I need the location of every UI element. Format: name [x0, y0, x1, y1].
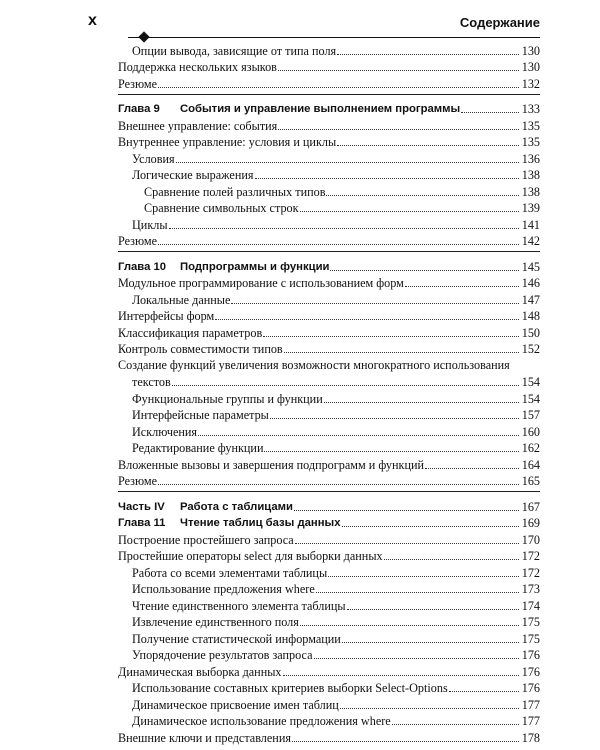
- entry-text: Резюме: [118, 76, 158, 91]
- section-divider: [118, 491, 540, 498]
- toc-entry[interactable]: [118, 647, 540, 664]
- entry-text: Интерфейсы форм: [118, 309, 215, 323]
- dot-leader: [326, 195, 519, 196]
- toc-entry[interactable]: [118, 216, 540, 233]
- toc-entry[interactable]: [118, 597, 540, 614]
- toc-entry[interactable]: [118, 183, 540, 200]
- toc-entry[interactable]: [118, 390, 540, 407]
- dot-leader: [215, 319, 519, 320]
- page-number: 170: [521, 532, 540, 547]
- entry-text: Контроль совместимости типов: [118, 342, 283, 356]
- entry-text: Циклы: [132, 217, 168, 232]
- toc-entry[interactable]: [118, 134, 540, 151]
- page-number: 157: [521, 408, 540, 422]
- toc-entry-continuation[interactable]: [118, 374, 540, 391]
- entry-text: Использование предложения where: [132, 582, 315, 596]
- toc-entry[interactable]: [118, 75, 540, 92]
- toc-entry[interactable]: [118, 150, 540, 167]
- chapter-heading[interactable]: [118, 258, 540, 275]
- toc-entry[interactable]: [118, 407, 540, 424]
- dot-leader: [172, 385, 519, 386]
- toc-entry[interactable]: [118, 42, 540, 59]
- page-number: 165: [521, 474, 540, 488]
- entry-text: Резюме: [118, 474, 158, 488]
- dot-leader: [264, 451, 519, 452]
- toc-entry[interactable]: [118, 581, 540, 598]
- chapter-title: [118, 515, 341, 531]
- dot-leader: [449, 691, 519, 692]
- dot-leader: [231, 303, 519, 304]
- page-number: 138: [521, 184, 540, 199]
- toc-entry[interactable]: [118, 59, 540, 76]
- dot-leader: [337, 145, 519, 146]
- page-number: 167: [521, 499, 540, 514]
- entry-text: Исключения: [132, 424, 198, 439]
- page-number: 148: [521, 309, 540, 323]
- header-page-number: x: [88, 12, 97, 29]
- toc-entry[interactable]: [118, 341, 540, 358]
- chapter-name: События и управление выполнением программы: [180, 103, 461, 115]
- chapter-label: Глава 10: [118, 260, 167, 273]
- entry-text: Логические выражения: [132, 168, 254, 182]
- section-divider: [118, 251, 540, 258]
- dot-leader: [255, 178, 520, 179]
- dot-leader: [278, 70, 519, 71]
- entry-text: Внутреннее управление: условия и циклы: [118, 135, 337, 149]
- entry-text: Динамическая выборка данных: [118, 664, 282, 679]
- page-number: 176: [521, 681, 540, 695]
- toc-entry[interactable]: [118, 473, 540, 490]
- page-number: 174: [521, 598, 540, 613]
- page-number: 135: [521, 118, 540, 133]
- entry-text: Опции вывода, зависящие от типа поля: [132, 43, 337, 58]
- dot-leader: [158, 484, 519, 485]
- entry-text: Динамическое присвоение имен таблиц: [132, 697, 339, 712]
- dot-leader: [316, 592, 519, 593]
- entry-text: Модульное программирование с использованием форм: [118, 276, 404, 290]
- dot-leader: [425, 468, 519, 469]
- chapter-name: Подпрограммы и функции: [180, 260, 330, 273]
- page-number: 177: [521, 697, 540, 712]
- dot-leader: [392, 724, 519, 725]
- toc-entry[interactable]: [118, 167, 540, 184]
- header-rule: [128, 37, 540, 38]
- page-number: 162: [521, 441, 540, 455]
- entry-text: Сравнение полей различных типов: [144, 184, 326, 199]
- dot-leader: [158, 87, 519, 88]
- dot-leader: [405, 286, 519, 287]
- toc-entry[interactable]: [118, 233, 540, 250]
- entry-text: Локальные данные: [132, 292, 231, 307]
- toc-entry[interactable]: [118, 630, 540, 647]
- toc-entry[interactable]: [118, 117, 540, 134]
- toc-entry[interactable]: [118, 548, 540, 565]
- entry-text: Внешнее управление: события: [118, 118, 278, 133]
- dot-leader: [284, 352, 519, 353]
- page-number: 139: [521, 201, 540, 215]
- page-number: 175: [521, 615, 540, 629]
- dot-leader: [300, 211, 519, 212]
- page-number: 132: [521, 76, 540, 91]
- page-number: 147: [521, 292, 540, 307]
- dot-leader: [330, 270, 519, 271]
- page-number: 145: [521, 259, 540, 274]
- part-title: [118, 499, 293, 515]
- dot-leader: [324, 402, 519, 403]
- toc-entry[interactable]: [118, 324, 540, 341]
- toc-entry[interactable]: [118, 713, 540, 730]
- page-header: [88, 12, 540, 32]
- page-number: 164: [521, 457, 540, 472]
- toc-entry[interactable]: [118, 423, 540, 440]
- toc-entry[interactable]: [118, 200, 540, 217]
- part-label: Часть IV: [118, 500, 165, 513]
- page-number: 154: [521, 391, 540, 406]
- dot-leader: [461, 112, 519, 113]
- page-number: 133: [521, 102, 540, 116]
- entry-text: Построение простейшего запроса: [118, 532, 294, 547]
- toc-entry-line[interactable]: Создание функций увеличения возможности многократного использования: [118, 358, 510, 372]
- page-number: 142: [521, 234, 540, 248]
- page-number: 154: [521, 375, 540, 389]
- page-number: 130: [521, 43, 540, 58]
- entry-text: Упорядочение результатов запроса: [132, 648, 313, 662]
- page-number: 138: [521, 168, 540, 182]
- toc-entry[interactable]: [118, 440, 540, 457]
- page-number: 130: [521, 60, 540, 74]
- toc-entry[interactable]: [118, 308, 540, 325]
- part-name: Работа с таблицами: [180, 500, 293, 513]
- chapter-heading[interactable]: [118, 515, 540, 532]
- entry-text: Работа со всеми элементами таблицы: [132, 565, 328, 580]
- page-number: 146: [521, 276, 540, 290]
- entry-text: Получение статистической информации: [132, 631, 341, 646]
- entry-text: Динамическое использование предложения where: [132, 714, 391, 728]
- page-number: 152: [521, 342, 540, 356]
- toc-entry[interactable]: [118, 696, 540, 713]
- dot-leader: [176, 162, 519, 163]
- page-number: 175: [521, 631, 540, 646]
- page-number: 176: [521, 648, 540, 662]
- entry-text: Внешние ключи и представления: [118, 730, 291, 745]
- page-number: 172: [521, 549, 540, 563]
- dot-leader: [158, 244, 519, 245]
- dot-leader: [198, 435, 519, 436]
- chapter-label: Глава 9: [118, 103, 160, 115]
- chapter-label: Глава 11: [118, 517, 166, 529]
- page-number: 160: [521, 424, 540, 439]
- toc-entry[interactable]: [118, 456, 540, 473]
- dot-leader: [300, 625, 519, 626]
- toc-entry[interactable]: [118, 564, 540, 581]
- chapter-title: [118, 259, 329, 275]
- page-number: 141: [521, 217, 540, 232]
- dot-leader: [295, 543, 519, 544]
- entry-text: Простейшие операторы select для выборки данных: [118, 549, 383, 563]
- dot-leader: [294, 510, 519, 511]
- entry-text: Функциональные группы и функции: [132, 391, 323, 406]
- toc-entry[interactable]: [118, 729, 540, 746]
- page-number: 169: [521, 516, 540, 530]
- entry-text: Сравнение символьных строк: [144, 201, 299, 215]
- dot-leader: [292, 741, 519, 742]
- toc-entry[interactable]: [118, 663, 540, 680]
- page-number: 173: [521, 582, 540, 596]
- chapter-name: Чтение таблиц базы данных: [180, 517, 341, 529]
- entry-text: Классификация параметров: [118, 325, 263, 340]
- page-number: 136: [521, 151, 540, 166]
- entry-text: Интерфейсные параметры: [132, 408, 269, 422]
- toc-entry[interactable]: [118, 531, 540, 548]
- dot-leader: [347, 609, 519, 610]
- table-of-contents: [118, 42, 540, 746]
- dot-leader: [340, 708, 519, 709]
- part-heading[interactable]: [118, 498, 540, 515]
- toc-entry[interactable]: [118, 614, 540, 631]
- page-number: 172: [521, 565, 540, 580]
- chapter-heading[interactable]: [118, 101, 540, 118]
- entry-text: Редактирование функции: [132, 441, 264, 455]
- page-number: 177: [521, 714, 540, 728]
- dot-leader: [342, 642, 519, 643]
- page-number: 176: [521, 664, 540, 679]
- dot-leader: [342, 526, 520, 527]
- dot-leader: [384, 559, 519, 560]
- toc-entry[interactable]: [118, 275, 540, 292]
- chapter-title: [118, 101, 460, 117]
- header-title: Содержание: [459, 15, 540, 30]
- entry-text: Использование составных критериев выборки Select-Options: [132, 681, 448, 695]
- toc-entry[interactable]: [118, 291, 540, 308]
- entry-text: Чтение единственного элемента таблицы: [132, 598, 346, 613]
- dot-leader: [283, 675, 519, 676]
- dot-leader: [169, 228, 519, 229]
- dot-leader: [278, 129, 519, 130]
- dot-leader: [263, 336, 519, 337]
- entry-text: Вложенные вызовы и завершения подпрограмм и функций: [118, 457, 425, 472]
- dot-leader: [314, 658, 519, 659]
- page-number: 135: [521, 135, 540, 149]
- dot-leader: [270, 418, 519, 419]
- entry-text: Поддержка нескольких языков: [118, 60, 277, 74]
- dot-leader: [328, 576, 519, 577]
- entry-text: Условия: [132, 151, 175, 166]
- toc-entry[interactable]: [118, 680, 540, 697]
- page-number: 178: [521, 730, 540, 745]
- entry-text: Извлечение единственного поля: [132, 615, 299, 629]
- entry-text: Резюме: [118, 234, 158, 248]
- section-divider: [118, 94, 540, 101]
- dot-leader: [337, 54, 519, 55]
- page-number: 150: [521, 325, 540, 340]
- entry-text-cont: текстов: [132, 375, 171, 389]
